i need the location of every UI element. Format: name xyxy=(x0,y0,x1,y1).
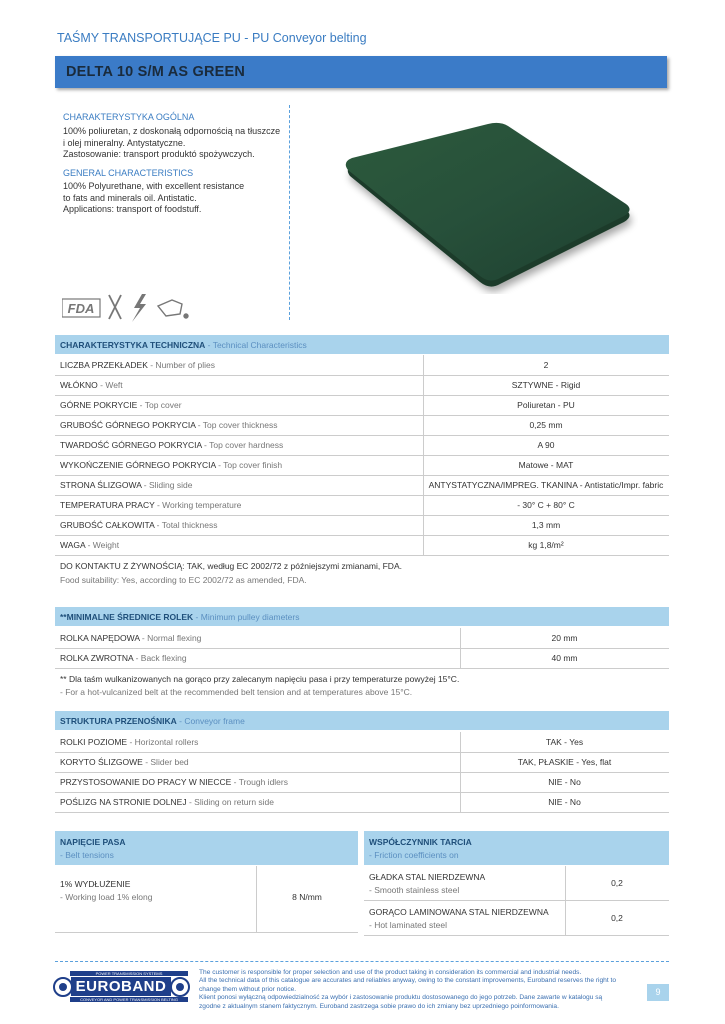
page-number: 9 xyxy=(647,984,669,1001)
category-heading: TAŚMY TRANSPORTUJĄCE PU - PU Conveyor belting xyxy=(57,31,367,45)
tension-heading-en: - Belt tensions xyxy=(60,850,114,860)
row-value: NIE - No xyxy=(548,797,581,807)
table-row xyxy=(55,455,669,476)
row-value: NIE - No xyxy=(548,777,581,787)
tension-heading: NAPIĘCIE PASA xyxy=(60,837,126,847)
row-label: GRUBOŚĆ GÓRNEGO POKRYCIA xyxy=(60,420,196,430)
table-row xyxy=(55,395,669,416)
pulley-heading-en: - Minimum pulley diameters xyxy=(193,612,300,622)
tension-table-header xyxy=(55,831,358,865)
row-label-en: - Number of plies xyxy=(147,360,215,370)
friction-label-en: - Hot laminated steel xyxy=(369,920,447,930)
tension-label-en: - Working load 1% elong xyxy=(60,892,153,902)
row-label-en: - Top cover finish xyxy=(215,460,283,470)
row-label-en: - Slider bed xyxy=(142,757,189,767)
logo-emblem-icon xyxy=(170,977,190,997)
table-row xyxy=(55,475,669,496)
friction-heading: WSPÓŁCZYNNIK TARCIA xyxy=(369,837,472,847)
friction-heading-en: - Friction coefficients on xyxy=(369,850,459,860)
euroband-logo xyxy=(53,971,190,1003)
row-label: TEMPERATURA PRACY xyxy=(60,500,155,510)
general-en-line: to fats and minerals oil. Antistatic. xyxy=(63,192,197,203)
friction-row xyxy=(364,866,669,901)
product-title: DELTA 10 S/M AS GREEN xyxy=(66,64,246,80)
row-label: ROLKA ZWROTNA xyxy=(60,653,134,663)
table-row xyxy=(55,355,669,376)
general-pl-line: Zastosowanie: transport produktó spożywczych. xyxy=(63,149,255,159)
row-value: Matowe - MAT xyxy=(518,460,574,470)
table-row xyxy=(55,732,669,753)
svg-text:FDA: FDA xyxy=(67,301,95,316)
row-label: GRUBOŚĆ CAŁKOWITA xyxy=(60,520,155,530)
frame-table-header xyxy=(55,711,669,730)
row-label: POŚLIZG NA STRONIE DOLNEJ xyxy=(60,797,187,807)
logo-main-band xyxy=(71,977,171,996)
row-label: PRZYSTOSOWANIE DO PRACY W NIECCE xyxy=(60,777,232,787)
table-row xyxy=(55,375,669,396)
row-label: GÓRNE POKRYCIE xyxy=(60,400,138,410)
logo-wordmark: EUROBAND xyxy=(75,978,167,995)
disclaimer-line: The customer is responsible for proper selection and use of the product taking in consideration its commercial and industrial needs. xyxy=(199,969,582,976)
logo-top-text: POWER TRANSMISSION SYSTEMS xyxy=(95,971,163,976)
friction-label-en: - Smooth stainless steel xyxy=(369,885,460,895)
product-title-bar xyxy=(55,56,667,88)
table-row xyxy=(55,415,669,436)
vertical-divider xyxy=(289,105,290,320)
row-value: 20 mm xyxy=(551,633,578,643)
pulley-note-en: - For a hot-vulcanized belt at the recommended belt tension and at temperatures above 15°C. xyxy=(60,687,413,697)
food-suitability-pl: DO KONTAKTU Z ŻYWNOŚCIĄ: TAK, według EC 2002/72 z późniejszymi zmianami, FDA. xyxy=(60,561,402,571)
table-row xyxy=(55,792,669,813)
tech-heading-en: - Technical Characteristics xyxy=(205,340,307,350)
table-row xyxy=(55,772,669,793)
general-heading-pl: CHARAKTERYSTYKA OGÓLNA xyxy=(63,112,195,122)
tension-value: 8 N/mm xyxy=(292,892,322,902)
belt-sample-image xyxy=(338,122,638,294)
tension-label: 1% WYDŁUŻENIE xyxy=(60,879,131,889)
friction-value: 0,2 xyxy=(611,913,623,923)
row-label-en: - Horizontal rollers xyxy=(127,737,199,747)
logo-bottom-band xyxy=(70,997,188,1002)
row-label: LICZBA PRZEKŁADEK xyxy=(60,360,148,370)
row-label: WAGA xyxy=(60,540,86,550)
row-label-en: - Normal flexing xyxy=(139,633,202,643)
row-label-en: - Weft xyxy=(97,380,123,390)
scissors-icon xyxy=(109,295,121,319)
row-value: - 30° C + 80° C xyxy=(517,500,575,510)
row-label-en: - Back flexing xyxy=(133,653,187,663)
row-label-en: - Top cover thickness xyxy=(195,420,278,430)
logo-emblem-icon xyxy=(53,977,73,997)
row-value: SZTYWNE - Rigid xyxy=(511,380,581,390)
disclaimer-line: All the technical data of this catalogue are accurates and reliables anyway, owing to the constant improvements, Euroband reserves the right to xyxy=(199,977,616,985)
frame-heading: STRUKTURA PRZENOŚNIKA xyxy=(60,716,177,726)
fda-logo-icon xyxy=(62,299,100,317)
food-safe-icon xyxy=(158,300,188,318)
row-label-en: - Sliding on return side xyxy=(186,797,275,807)
footer-divider xyxy=(55,961,669,962)
row-value: 0,25 mm xyxy=(529,420,563,430)
row-label: STRONA ŚLIZGOWA xyxy=(60,480,142,490)
friction-label: GORĄCO LAMINOWANA STAL NIERDZEWNA xyxy=(369,907,549,917)
row-label-en: - Working temperature xyxy=(154,500,242,510)
tech-table-header xyxy=(55,335,669,354)
row-value: ANTYSTATYCZNA/IMPREG. TKANINA - Antistatic/Impr. fabric xyxy=(428,480,664,490)
general-pl-line: i olej mineralny. Antystatyczne. xyxy=(63,137,186,148)
general-pl-line: 100% poliuretan, z doskonałą odpornością na tłuszcze xyxy=(63,126,281,136)
row-label: KORYTO ŚLIZGOWE xyxy=(60,757,143,767)
pulley-table-header xyxy=(55,607,669,626)
row-value: A 90 xyxy=(537,440,555,450)
table-row xyxy=(55,648,669,669)
general-text-en xyxy=(63,181,244,216)
row-label: ROLKA NAPĘDOWA xyxy=(60,633,140,643)
friction-value: 0,2 xyxy=(611,878,623,888)
row-label: WYKOŃCZENIE GÓRNEGO POKRYCIA xyxy=(60,460,216,470)
row-label-en: - Weight xyxy=(85,540,120,550)
row-value: 2 xyxy=(543,360,549,370)
disclaimer-line: zgodne z aktualnym stanem faktycznym. Euroband zastrzega sobie prawo do ich zmiany bez uprzedniego poinformowania. xyxy=(199,1002,559,1010)
frame-heading-en: - Conveyor frame xyxy=(176,716,245,726)
row-label-en: - Trough idlers xyxy=(231,777,288,787)
general-heading-en: GENERAL CHARACTERISTICS xyxy=(63,168,194,178)
friction-label: GŁADKA STAL NIERDZEWNA xyxy=(369,872,486,882)
row-label-en: - Top cover xyxy=(137,400,182,410)
feature-icons xyxy=(62,292,192,324)
footer-disclaimer xyxy=(199,969,639,1011)
row-value: 1,3 mm xyxy=(531,520,561,530)
row-label-en: - Total thickness xyxy=(154,520,218,530)
general-text-pl xyxy=(63,126,280,161)
logo-top-band xyxy=(70,971,188,976)
row-label-en: - Sliding side xyxy=(141,480,193,490)
table-row xyxy=(55,752,669,773)
table-row xyxy=(55,628,669,649)
tension-row xyxy=(55,866,358,933)
row-value: TAK - Yes xyxy=(545,737,584,747)
logo-bottom-text: CONVEYOR AND POWER TRANSMISSION BELTING xyxy=(80,997,178,1002)
table-row xyxy=(55,435,669,456)
pulley-heading: **MINIMALNE ŚREDNICE ROLEK xyxy=(60,612,194,622)
disclaimer-line: Klient ponosi wyłączną odpowiedzialność za wybór i zastosowanie produktu dostosowanego do jego potrzeb. Dane zawarte w katalogu są xyxy=(199,994,603,1002)
friction-table-header xyxy=(364,831,669,865)
pulley-note-pl: ** Dla taśm wulkanizowanych na gorąco przy zalecanym napięciu pasa i przy temperaturze powyżej 15°C. xyxy=(60,674,460,684)
general-en-line: Applications: transport of foodstuff. xyxy=(63,204,202,214)
row-value: Poliuretan - PU xyxy=(517,400,575,410)
general-en-line: 100% Polyurethane, with excellent resistance xyxy=(63,181,245,191)
disclaimer-line: change them without prior notice. xyxy=(199,985,297,993)
antistatic-lightning-icon xyxy=(132,294,146,322)
friction-row xyxy=(364,901,669,936)
row-label: WŁÓKNO xyxy=(60,380,98,390)
row-value: 40 mm xyxy=(551,653,578,663)
table-row xyxy=(55,515,669,536)
table-row xyxy=(55,535,669,556)
row-value: TAK, PŁASKIE - Yes, flat xyxy=(517,757,612,767)
row-label: TWARDOŚĆ GÓRNEGO POKRYCIA xyxy=(60,440,202,450)
row-value: kg 1,8/m² xyxy=(528,540,564,550)
row-label: ROLKI POZIOME xyxy=(60,737,128,747)
tech-heading: CHARAKTERYSTYKA TECHNICZNA xyxy=(60,340,206,350)
food-suitability-en: Food suitability: Yes, according to EC 2002/72 as amended, FDA. xyxy=(60,575,307,585)
table-row xyxy=(55,495,669,516)
row-label-en: - Top cover hardness xyxy=(201,440,284,450)
